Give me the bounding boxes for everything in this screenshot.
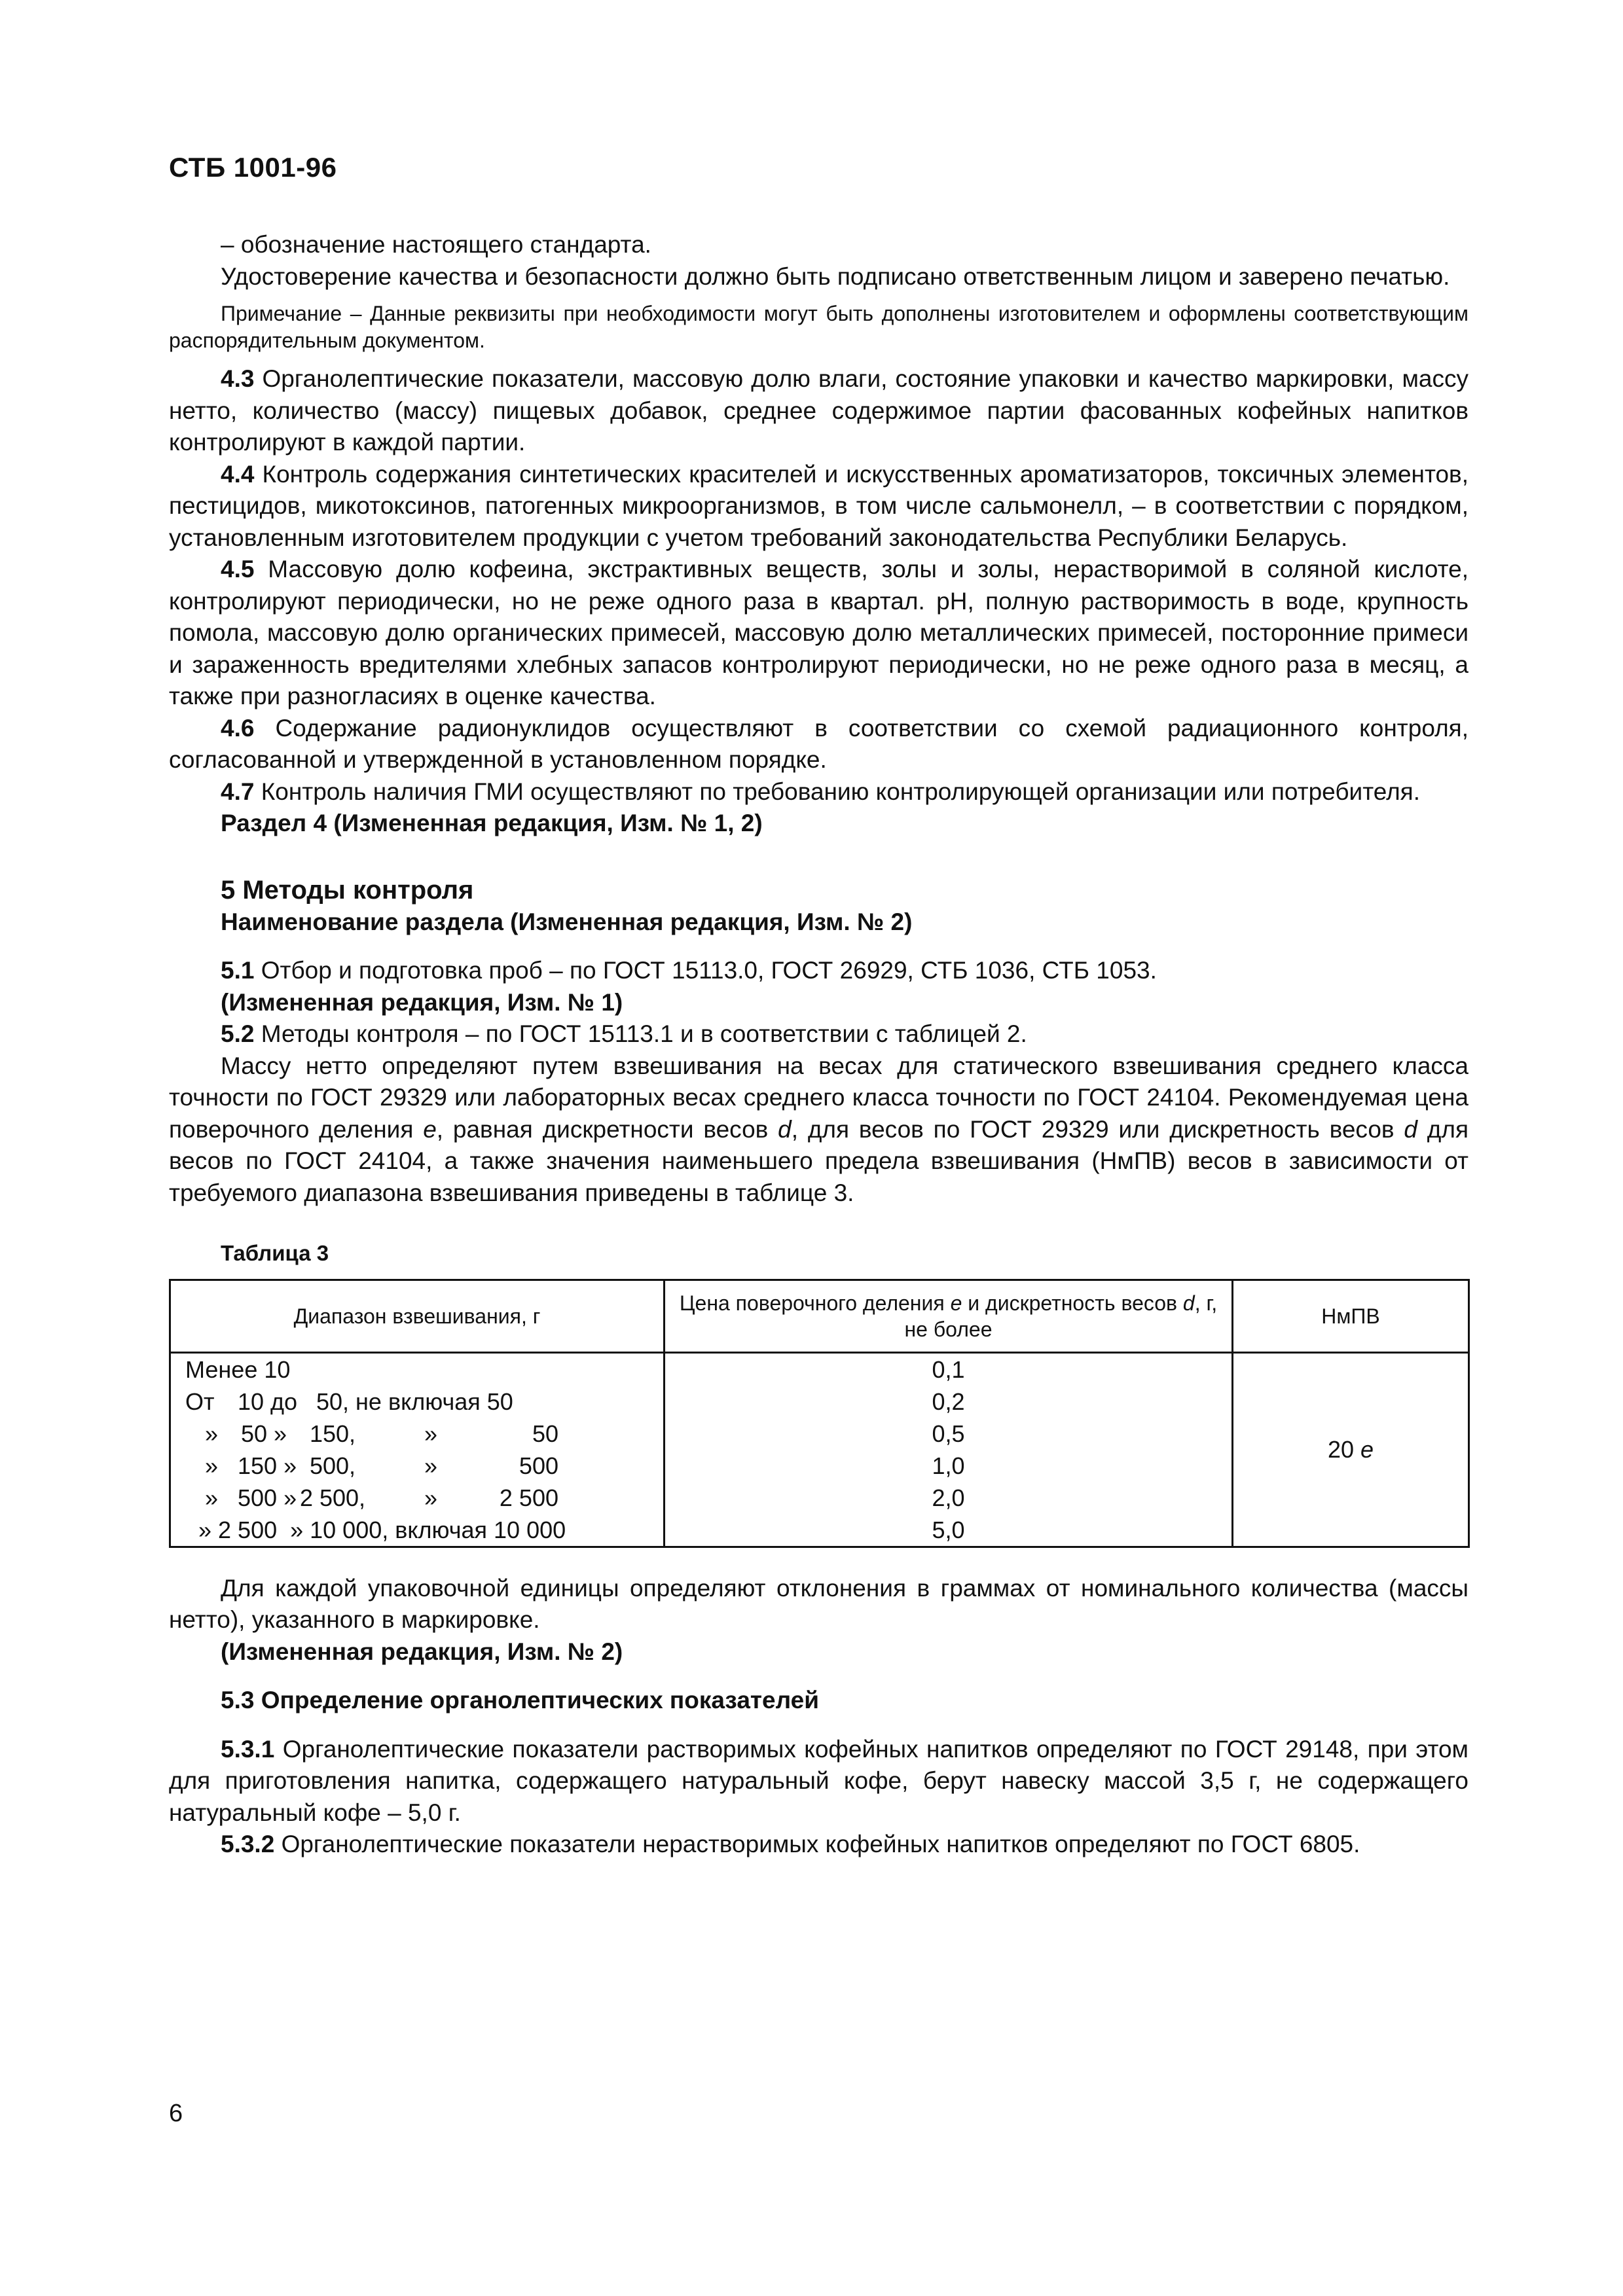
division-value: 0,2 — [932, 1388, 965, 1415]
section-heading-5: 5 Методы контроля — [221, 875, 474, 905]
range-row — [185, 1450, 663, 1482]
clause-text: Содержание радионуклидов осуществляют в соответствии со схемой радиационного контроля, согласованной и утвержденной в установленном порядке. — [169, 714, 1468, 773]
range-part: 10 до — [238, 1388, 298, 1415]
range-part: 2 500 — [499, 1484, 558, 1511]
clause-5-3-1 — [169, 1734, 1468, 1829]
clause-text: Массовую долю кофеина, экстрактивных веществ, золы и золы, нерастворимой в соляной кислоте, контролируют периодически, но не реже одного раза в квартал. рН, полную растворимость в воде, крупность помола, массовую долю органических примесей, массовую долю металлических примесей, посторонние примеси и зараженность вредителями хлебных запасов контролируют периодически, но не реже одного раза в месяц, а также при разногласиях в оценке качества. — [169, 556, 1468, 709]
clause-number: 5.3.1 — [221, 1735, 275, 1763]
range-part: 500, — [309, 1452, 356, 1479]
division-cell — [665, 1352, 1233, 1547]
range-part: 500 — [519, 1452, 558, 1479]
clause-text: Методы контроля – по ГОСТ 15113.1 и в соответствии с таблицей 2. — [254, 1020, 1027, 1047]
range-part: 50 » — [240, 1420, 287, 1447]
range-part: » — [204, 1420, 219, 1447]
symbol-e: е — [423, 1115, 437, 1143]
symbol-d: d — [778, 1115, 792, 1143]
clause-number: 5.2 — [221, 1020, 255, 1047]
clause-4-7 — [169, 776, 1468, 808]
range-part: 50, не включая 50 — [316, 1388, 513, 1415]
clause-4-5 — [169, 554, 1468, 713]
symbol-d: d — [1182, 1291, 1195, 1315]
symbol-d: d — [1404, 1115, 1417, 1143]
clause-number: 5.1 — [221, 957, 255, 984]
clause-4-4 — [169, 459, 1468, 554]
subsection-heading-5-3: 5.3 Определение органолептических показателей — [221, 1687, 819, 1713]
table-caption: Таблица 3 — [221, 1241, 329, 1265]
range-part: » — [424, 1484, 438, 1511]
text-run: , равная дискретности весов — [436, 1115, 778, 1143]
header-text: , г, не более — [904, 1291, 1218, 1341]
table-3 — [169, 1279, 1470, 1548]
clause-text: Органолептические показатели, массовую долю влаги, состояние упаковки и качество маркировки, массу нетто, количество (массу) пищевых добавок, среднее содержимое партии фасованных кофейных напитков контролируют в каждой партии. — [169, 365, 1468, 456]
clause-number: 5.3.2 — [221, 1831, 275, 1857]
range-part: » — [204, 1484, 219, 1511]
mass-paragraph — [169, 1050, 1468, 1210]
range-row: Менее 10 — [185, 1355, 291, 1383]
division-value: 2,0 — [932, 1484, 965, 1511]
paragraph: Удостоверение качества и безопасности должно быть подписано ответственным лицом и заверено печатью. — [221, 262, 1450, 290]
range-part: » — [424, 1420, 438, 1447]
clause-text: Органолептические показатели нерастворимых кофейных напитков определяют по ГОСТ 6805. — [274, 1831, 1360, 1857]
clause-5-2 — [169, 1018, 1468, 1050]
clause-5-3-2 — [169, 1829, 1468, 1861]
symbol-e: е — [1360, 1436, 1374, 1463]
range-part: 50 — [532, 1420, 558, 1447]
document-body — [169, 229, 1468, 1861]
range-part: 150, — [309, 1420, 356, 1447]
clause-4-6 — [169, 713, 1468, 776]
range-part: 150 » — [238, 1452, 297, 1479]
range-part: От — [185, 1388, 215, 1415]
nmpv-cell — [1233, 1352, 1469, 1547]
clause-number: 4.7 — [221, 778, 255, 805]
paragraph: – обозначение настоящего стандарта. — [221, 231, 651, 258]
text-run: , для весов по ГОСТ 29329 или дискретность весов — [791, 1115, 1404, 1143]
clause-text: Контроль содержания синтетических красителей и искусственных ароматизаторов, токсичных элементов, пестицидов, микотоксинов, патогенных микроорганизмов, в том числе сальмонелл, – в соответствии с порядком, установленным изготовителем продукции с учетом требований законодательства Республики Беларусь. — [169, 460, 1468, 551]
range-row — [185, 1418, 663, 1450]
clause-text: Органолептические показатели растворимых кофейных напитков определяют по ГОСТ 29148, при этом для приготовления напитка, содержащего натуральный кофе, берут навеску массой 3,5 г, не содержащего натуральный кофе – 5,0 г. — [169, 1735, 1468, 1826]
header-nmpv: НмПВ — [1233, 1280, 1469, 1352]
range-part: » — [204, 1452, 219, 1479]
amendment-note: Наименование раздела (Измененная редакция, Изм. № 2) — [221, 908, 913, 935]
clause-number: 4.5 — [221, 556, 255, 583]
division-value: 0,5 — [932, 1420, 965, 1447]
division-value: 0,1 — [932, 1355, 965, 1383]
clause-text: Контроль наличия ГМИ осуществляют по требованию контролирующей организации или потребителя. — [254, 778, 1420, 805]
note: Примечание – Данные реквизиты при необходимости могут быть дополнены изготовителем и оформлены соответствующим распорядительным документом. — [169, 302, 1468, 352]
range-part: » — [424, 1452, 438, 1479]
amendment-note: (Измененная редакция, Изм. № 2) — [221, 1638, 623, 1665]
paragraph: Для каждой упаковочной единицы определяют отклонения в граммах от номинального количества (массы нетто), указанного в маркировке. — [169, 1574, 1468, 1633]
page-number: 6 — [169, 2100, 183, 2127]
range-part: 500 » — [238, 1484, 297, 1511]
clause-text: Отбор и подготовка проб – по ГОСТ 15113.0, ГОСТ 26929, СТБ 1036, СТБ 1053. — [254, 957, 1157, 984]
text-run: для весов по ГОСТ 24104, а также значения наименьшего предела взвешивания (НмПВ) весов в зависимости от требуемого диапазона взвешивания приведены в таблице 3. — [169, 1115, 1468, 1206]
amendment-note: (Измененная редакция, Изм. № 1) — [221, 988, 623, 1016]
range-row: » 2 500 » 10 000, включая 10 000 — [198, 1516, 566, 1543]
header-text: Цена поверочного деления — [679, 1291, 951, 1315]
division-value: 1,0 — [932, 1452, 965, 1479]
header-text: и дискретность весов — [962, 1291, 1183, 1315]
text-run: Массу нетто определяют путем взвешивания на весах для статического взвешивания среднего класса точности по ГОСТ 29329 или лабораторных весах среднего класса точности по ГОСТ 24104. Рекомендуемая цена поверочного деления — [169, 1052, 1468, 1143]
clause-4-3 — [169, 363, 1468, 459]
clause-number: 4.3 — [221, 365, 255, 392]
symbol-e: е — [950, 1291, 962, 1315]
amendment-note: Раздел 4 (Измененная редакция, Изм. № 1, 2) — [221, 810, 763, 836]
clause-5-1 — [169, 955, 1468, 987]
range-part: 2 500, — [299, 1484, 366, 1511]
nmpv-value: 20 — [1327, 1436, 1360, 1463]
header-division — [665, 1280, 1233, 1352]
range-row — [185, 1386, 663, 1418]
division-value: 5,0 — [932, 1516, 965, 1543]
standard-code: СТБ 1001-96 — [169, 152, 337, 183]
clause-number: 4.4 — [221, 460, 255, 488]
header-range: Диапазон взвешивания, г — [170, 1280, 665, 1352]
clause-number: 4.6 — [221, 714, 255, 742]
range-row — [185, 1482, 663, 1514]
range-cell — [170, 1352, 665, 1547]
